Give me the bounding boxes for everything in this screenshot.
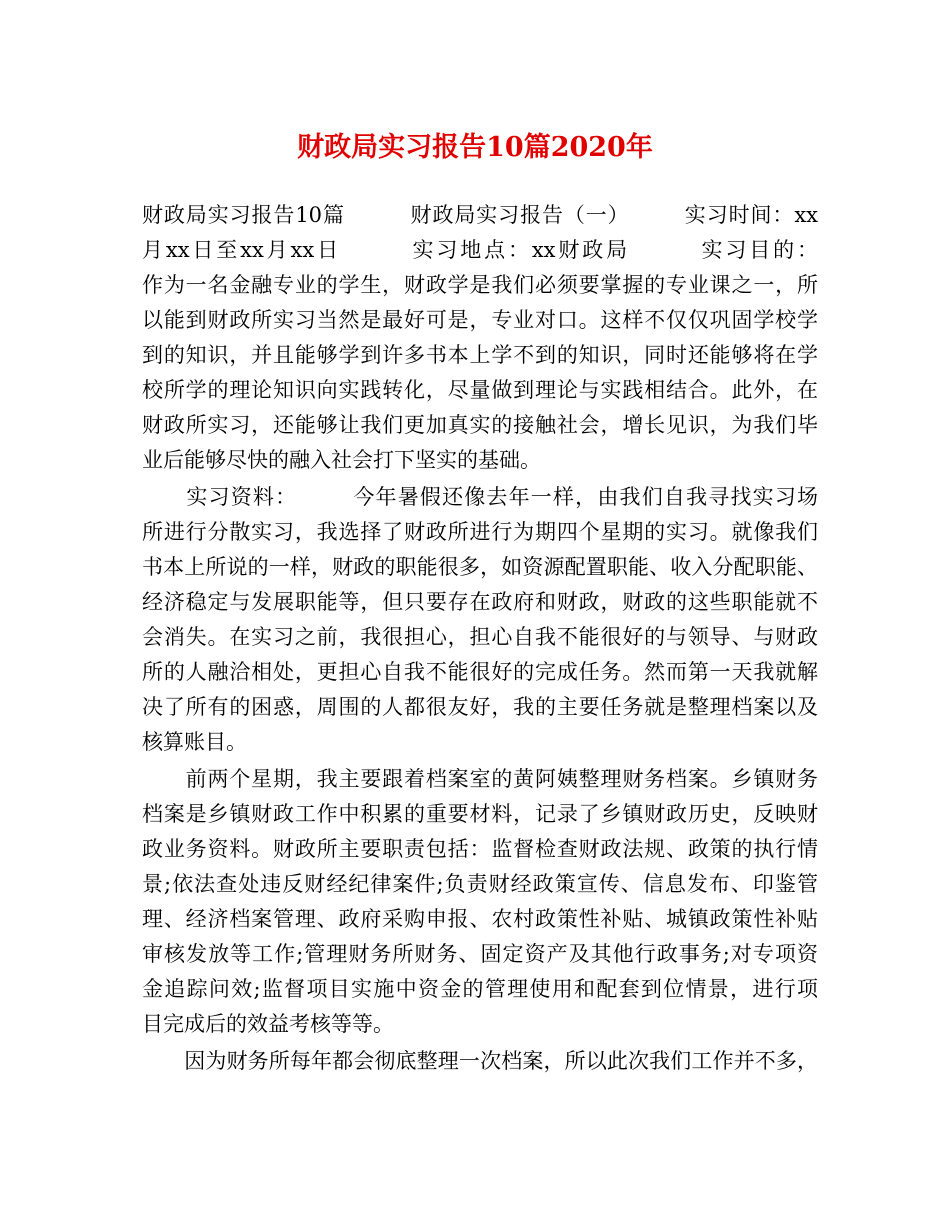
text-line: 到的知识，并且能够学到许多书本上学不到的知识，同时还能够将在学 [142, 343, 818, 367]
text-line: 书本上所说的一样，财政的职能很多，如资源配置职能、收入分配职能、 [142, 555, 818, 579]
paragraph-materials [142, 480, 818, 760]
text-line: 审核发放等工作;管理财务所财务、固定资产及其他行政事务;对专项资 [142, 942, 818, 966]
text-line: 决了所有的困惑，周围的人都很友好，我的主要任务就是整理档案以及 [142, 695, 818, 719]
paragraph-archives [142, 762, 818, 1042]
text-line: 所进行分散实习，我选择了财政所进行为期四个星期的实习。就像我们 [142, 520, 818, 544]
text-line: 核算账目。 [142, 730, 247, 754]
text-line: 以能到财政所实习当然是最好可是，专业对口。这样不仅仅巩固学校学 [142, 308, 818, 332]
document-body [142, 198, 818, 1079]
text-line: 档案是乡镇财政工作中积累的重要材料，记录了乡镇财政历史，反映财 [142, 802, 818, 826]
text-line: 目完成后的效益考核等等。 [142, 1012, 394, 1036]
text-line: 财政局实习报告10篇 财政局实习报告（一） 实习时间：xx [142, 203, 818, 227]
text-line: 理、经济档案管理、政府采购申报、农村政策性补贴、城镇政策性补贴 [142, 907, 818, 931]
paragraph-intro [142, 198, 818, 478]
text-line: 景;依法查处违反财经纪律案件;负责财经政策宣传、信息发布、印鉴管 [142, 872, 818, 896]
text-line: 前两个星期，我主要跟着档案室的黄阿姨整理财务档案。乡镇财务 [142, 767, 818, 791]
text-line: 因为财务所每年都会彻底整理一次档案，所以此次我们工作并不多， [142, 1049, 818, 1073]
text-line: 金追踪问效;监督项目实施中资金的管理使用和配套到位情景，进行项 [142, 977, 818, 1001]
text-line: 经济稳定与发展职能等，但只要存在政府和财政，财政的这些职能就不 [142, 590, 818, 614]
text-line: 校所学的理论知识向实践转化，尽量做到理论与实践相结合。此外，在 [142, 378, 818, 402]
paragraph-closing [142, 1044, 818, 1079]
text-line: 财政所实习，还能够让我们更加真实的接触社会，增长见识，为我们毕 [142, 413, 818, 437]
text-line: 作为一名金融专业的学生，财政学是我们必须要掌握的专业课之一，所 [142, 273, 818, 297]
text-line: 政业务资料。财政所主要职责包括：监督检查财政法规、政策的执行情 [142, 837, 818, 861]
text-line: 会消失。在实习之前，我很担心，担心自我不能很好的与领导、与财政 [142, 625, 818, 649]
text-line: 所的人融洽相处，更担心自我不能很好的完成任务。然而第一天我就解 [142, 660, 818, 684]
text-line: 业后能够尽快的融入社会打下坚实的基础。 [142, 448, 541, 472]
text-line: 实习资料： 今年暑假还像去年一样，由我们自我寻找实习场 [142, 485, 818, 509]
text-line: 月xx日至xx月xx日 实习地点：xx财政局 实习目的： [142, 238, 818, 262]
document-title: 财政局实习报告10篇2020年 [297, 132, 653, 163]
